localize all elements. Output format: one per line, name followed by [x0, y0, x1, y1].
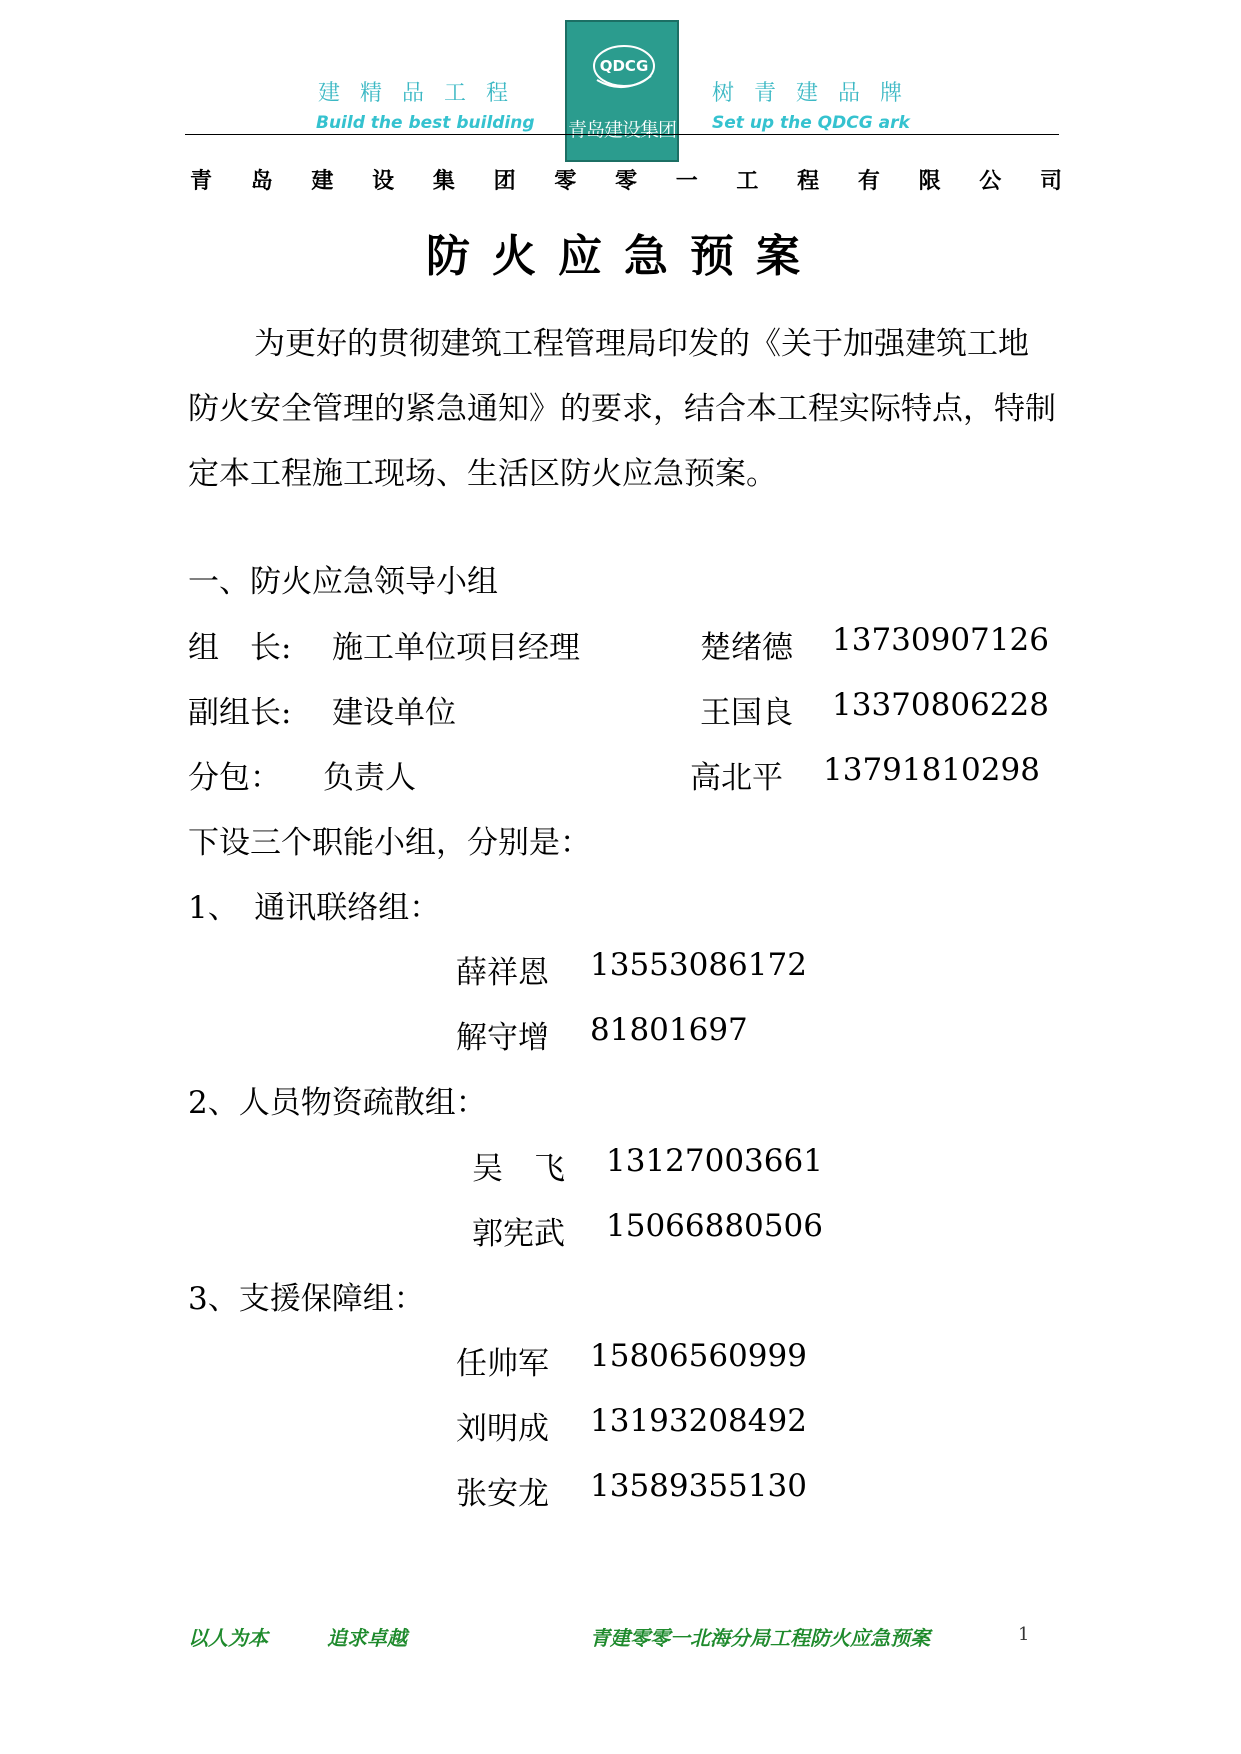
company-name-char: 青 — [190, 168, 213, 194]
company-name-char: 程 — [797, 168, 820, 194]
member-phone: 15066880506 — [606, 1208, 823, 1244]
group-title: 2、人员物资疏散组： — [188, 1085, 487, 1121]
member-name: 任帅军 — [456, 1346, 549, 1382]
member-phone: 13193208492 — [590, 1403, 807, 1439]
member-phone: 13553086172 — [590, 947, 807, 983]
document-title: 防火应急预案 — [426, 231, 822, 282]
company-name-char: 限 — [918, 168, 941, 194]
member-name: 刘明成 — [456, 1411, 549, 1447]
leader-phone: 13370806228 — [832, 687, 1049, 723]
slogan-right-cn: 树青建品牌 — [712, 81, 923, 106]
group-title: 1、 通讯联络组： — [188, 890, 441, 926]
company-logo — [565, 20, 679, 162]
company-name-char: 公 — [979, 168, 1002, 194]
member-phone: 13127003661 — [606, 1143, 823, 1179]
member-phone: 81801697 — [590, 1012, 748, 1048]
section-heading: 一、防火应急领导小组 — [188, 564, 498, 600]
leader-role: 副组长: — [188, 695, 292, 731]
leader-unit: 负责人 — [323, 760, 416, 796]
company-name-char: 建 — [311, 168, 334, 194]
leader-role: 分包： — [188, 760, 281, 796]
slogan-left-en: Build the best building — [316, 113, 535, 133]
company-name-line — [0, 164, 1241, 194]
subgroups-intro: 下设三个职能小组，分别是： — [188, 825, 591, 861]
leader-phone: 13791810298 — [823, 752, 1040, 788]
company-name-char: 零 — [554, 168, 577, 194]
member-name: 吴 飞 — [472, 1151, 565, 1187]
footer-document-name: 青建零零一北海分局工程防火应急预案 — [590, 1626, 930, 1650]
group-title: 3、支援保障组： — [188, 1281, 425, 1317]
member-name: 张安龙 — [456, 1476, 549, 1512]
logo-company-name: 青岛建设集团 — [567, 119, 676, 141]
header-divider — [185, 134, 1059, 135]
footer-motto-left: 以人为本 — [188, 1626, 268, 1650]
leader-unit: 施工单位项目经理 — [332, 630, 580, 666]
leader-name: 高北平 — [690, 760, 783, 796]
leader-name: 王国良 — [700, 695, 793, 731]
company-name-char: 工 — [736, 168, 759, 194]
member-phone: 13589355130 — [590, 1468, 807, 1504]
company-name-char: 团 — [493, 168, 516, 194]
member-phone: 15806560999 — [590, 1338, 807, 1374]
footer-motto-right: 追求卓越 — [327, 1626, 407, 1650]
company-name-char: 司 — [1040, 168, 1063, 194]
leader-role: 组 长: — [188, 630, 292, 666]
leader-phone: 13730907126 — [832, 622, 1049, 658]
slogan-left-cn: 建精品工程 — [318, 81, 529, 106]
slogan-right-en: Set up the QDCG ark — [712, 113, 910, 133]
member-name: 薛祥恩 — [456, 955, 549, 991]
logo-emblem-icon — [587, 36, 661, 100]
company-name-char: 零 — [615, 168, 638, 194]
company-name-char: 集 — [432, 168, 455, 194]
company-name-char: 岛 — [250, 168, 273, 194]
member-name: 郭宪武 — [472, 1216, 565, 1252]
company-name-char: 设 — [372, 168, 395, 194]
leader-name: 楚绪德 — [700, 630, 793, 666]
company-name-char: 一 — [675, 168, 698, 194]
company-name-char: 有 — [857, 168, 880, 194]
member-name: 解守增 — [456, 1020, 549, 1056]
leader-unit: 建设单位 — [332, 695, 456, 731]
intro-paragraph: 为更好的贯彻建筑工程管理局印发的《关于加强建筑工地防火安全管理的紧急通知》的要求，结合本工程实际特点，特制定本工程施工现场、生活区防火应急预案。 — [188, 326, 1056, 492]
page-number: 1 — [1018, 1624, 1030, 1645]
logo-mark: QDCG — [599, 57, 649, 75]
